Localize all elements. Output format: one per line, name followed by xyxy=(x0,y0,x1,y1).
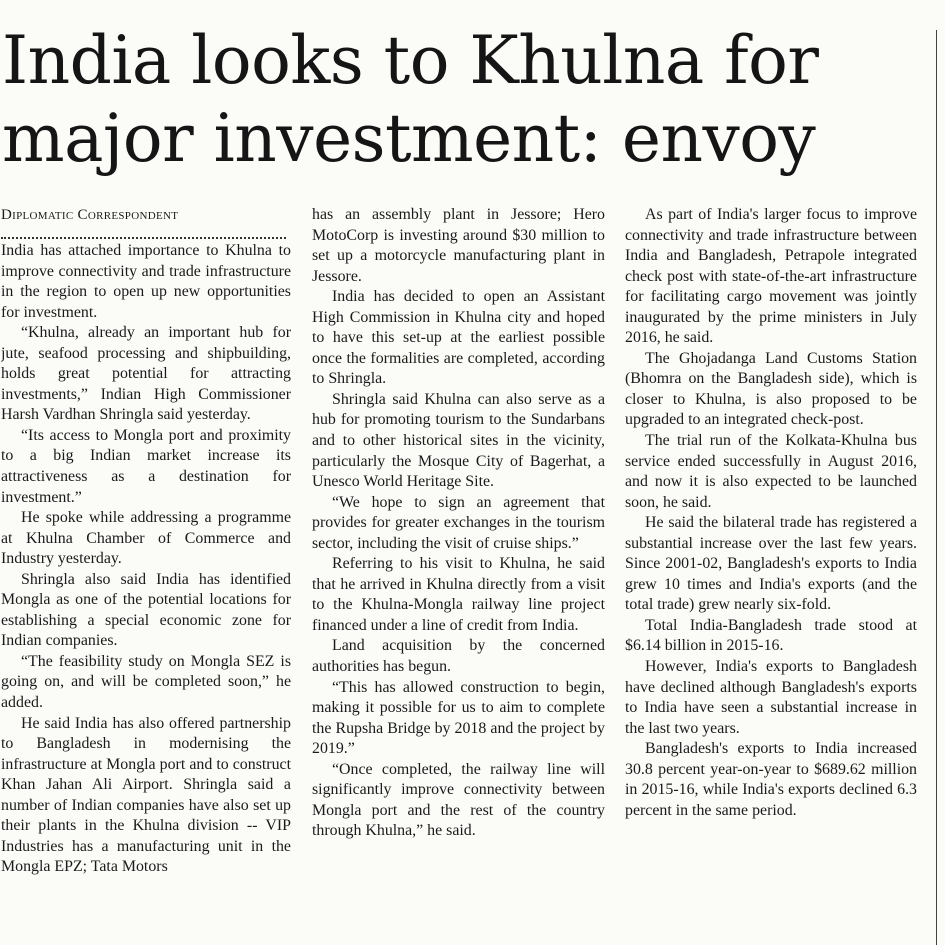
paragraph: “Khulna, already an important hub for jute, seafood processing and shipbuilding, holds great potential for attracting investments,” Indian High Commissioner Harsh Vardhan Shringla said yesterday. xyxy=(1,324,291,424)
paragraph: The trial run of the Kolkata-Khulna bus service ended successfully in August 2016, and now it is also expected to be launched soon, he said. xyxy=(625,432,917,511)
paragraph: He spoke while addressing a programme at Khulna Chamber of Commerce and Industry yesterday. xyxy=(1,509,291,568)
paragraph: “Its access to Mongla port and proximity to a big Indian market increase its attractiveness as a destination for investment.” xyxy=(1,426,291,506)
headline-line-2: major investment: envoy xyxy=(2,100,816,177)
paragraph: The Ghojadanga Land Customs Station (Bhomra on the Bangladesh side), which is closer to Khulna, is also proposed to be upgraded to an integrated check-post. xyxy=(625,349,917,429)
paragraph: Total India-Bangladesh trade stood at $6.14 billion in 2015-16. xyxy=(625,616,917,655)
paragraph: As part of India's larger focus to improve connectivity and trade infrastructure between India and Bangladesh, Petrapole integrated check post with state-of-the-art infrastructure for facilitating cargo movement was jointly inaugurated by the prime ministers in July 2016, he said. xyxy=(625,206,917,347)
paragraph: “We hope to sign an agreement that provides for greater exchanges in the tourism sector, including the visit of cruise ships.” xyxy=(312,493,605,552)
column-divider-rule xyxy=(936,30,937,945)
byline: Diplomatic Correspondent xyxy=(1,207,179,223)
paragraph: has an assembly plant in Jessore; Hero MotoCorp is investing around $30 million to set up a motorcycle manufacturing plant in Jessore. xyxy=(312,206,605,285)
headline xyxy=(2,22,932,178)
paragraph: Shringla also said India has identified Mongla as one of the potential locations for establishing a special economic zone for Indian companies. xyxy=(1,570,291,650)
article-column-1 xyxy=(1,205,291,940)
headline-line-1: India looks to Khulna for xyxy=(2,22,819,99)
paragraph: Bangladesh's exports to India increased 30.8 percent year-on-year to $689.62 million in 2015-16, while India's exports declined 6.3 percent in the same period. xyxy=(625,740,917,819)
paragraph: However, India's exports to Bangladesh have declined although Bangladesh's exports to India have seen a substantial increase in the last two years. xyxy=(625,658,917,737)
article-column-3 xyxy=(625,205,917,940)
paragraph: He said the bilateral trade has registered a substantial increase over the last few years. Since 2001-02, Bangladesh's exports to India grew 10 times and India's exports (and the total trade) grew nearly six-fold. xyxy=(625,514,917,614)
paragraph: He said India has also offered partnership to Bangladesh in modernising the infrastructure at Mongla port and to construct Khan Jahan Ali Airport. Shringla said a number of Indian companies have also set up their plants in the Khulna division -- VIP Industries has a manufacturing unit in the Mongla EPZ; Tata Motors xyxy=(1,714,291,876)
paragraph: “This has allowed construction to begin, making it possible for us to aim to complete the Rupsha Bridge by 2018 and the project by 2019.” xyxy=(312,678,605,758)
article-column-2 xyxy=(312,205,605,940)
byline-dotted-rule xyxy=(1,227,286,239)
paragraph: Shringla said Khulna can also serve as a hub for promoting tourism to the Sundarbans and to other historical sites in the vicinity, particularly the Mosque City of Bagerhat, a Unesco World Heritage Site. xyxy=(312,390,605,491)
paragraph: Land acquisition by the concerned authorities has begun. xyxy=(312,637,605,676)
paragraph: India has attached importance to Khulna to improve connectivity and trade infrastructure in the region to open up new opportunities for investment. xyxy=(1,242,291,321)
paragraph: “The feasibility study on Mongla SEZ is going on, and will be completed soon,” he added. xyxy=(1,652,291,712)
paragraph: Referring to his visit to Khulna, he said that he arrived in Khulna directly from a visit to the Khulna-Mongla railway line project financed under a line of credit from India. xyxy=(312,555,605,634)
paragraph: “Once completed, the railway line will significantly improve connectivity between Mongla port and the rest of the country through Khulna,” he said. xyxy=(312,760,605,840)
paragraph: India has decided to open an Assistant High Commission in Khulna city and hoped to have this set-up at the earliest possible once the formalities are completed, according to Shringla. xyxy=(312,288,605,388)
